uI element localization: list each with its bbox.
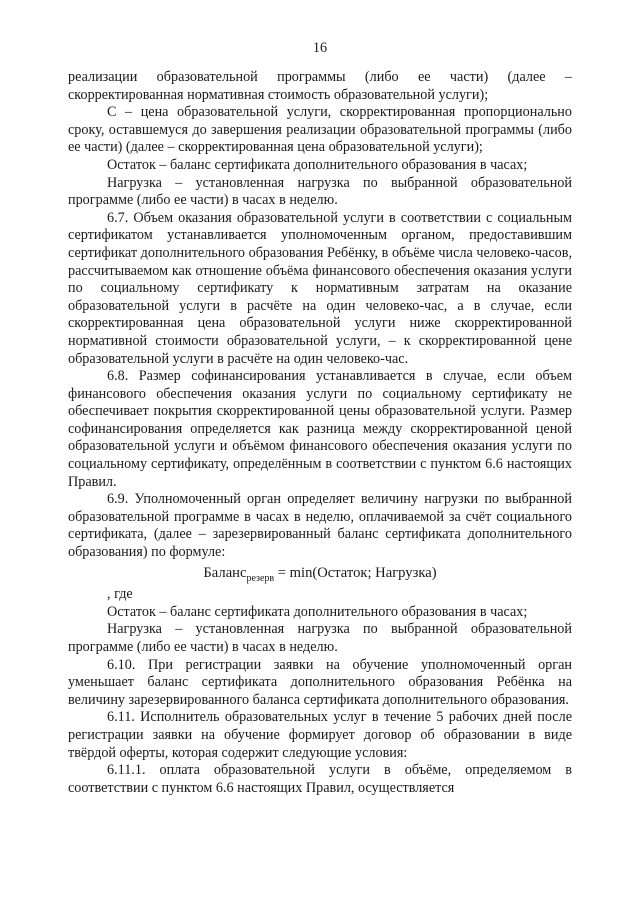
where-label: , где xyxy=(107,586,133,603)
paragraph-ostatok-definition: Остаток – баланс сертификата дополнительного образования в часах; xyxy=(107,156,528,173)
page-number: 16 xyxy=(312,40,328,56)
paragraph-6-10: 6.10. При регистрации заявки на обучение уполномоченный орган уменьшает баланс сертификата дополнительного образования Ребёнка на величину зарезервированного баланса сертификата дополнительного образования. xyxy=(68,656,572,708)
paragraph-6-8: 6.8. Размер софинансирования устанавливается в случае, если объем финансового обеспечения оказания услуги по социальному сертификату не обеспечивает покрытия скорректированной цены образовательной услуги. Размер софинансирования определяется как разница между скорректированной ценой образовательной услуги и объёмом финансового обеспечения оказания услуги по социальному сертификату, определённым в соответствии с пунктом 6.6 настоящих Правил. xyxy=(68,368,572,490)
formula-lhs: Баланс xyxy=(203,564,247,581)
document-body xyxy=(68,69,572,797)
paragraph-6-7: 6.7. Объем оказания образовательной услуги в соответствии с социальным сертификатом устанавливается уполномоченным органом, предоставившим сертификат дополнительного образования Ребёнку, в объёме числа человеко-часов, рассчитываемом как отношение объёма финансового обеспечения оказания услуги по социальному сертификату к нормативным затратам на оказание образовательной услуги в расчёте на один человеко-час, а в случае, если скорректированная цена образовательной услуги ниже скорректированной нормативной стоимости образовательной услуги, – к скорректированной цене образовательной услуги в расчёте на один человеко-час. xyxy=(68,209,572,367)
paragraph-c-definition: С – цена образовательной услуги, скорректированная пропорционально сроку, оставшемуся до завершения реализации образовательной программы (либо ее части) (далее – скорректированная цена образовательной услуги); xyxy=(68,104,572,156)
paragraph-continuation: реализации образовательной программы (либо ее части) (далее – скорректированная нормативная стоимость образовательной услуги); xyxy=(68,69,572,103)
paragraph-6-11: 6.11. Исполнитель образовательных услуг в течение 5 рабочих дней после регистрации заявки на обучение формирует договор об образовании в виде твёрдой оферты, которая содержит следующие условия: xyxy=(68,709,572,761)
paragraph-nagruzka-definition: Нагрузка – установленная нагрузка по выбранной образовательной программе (либо ее части) в часах в неделю. xyxy=(68,174,572,209)
formula-lhs-subscript: резерв xyxy=(246,572,275,584)
balance-formula xyxy=(68,565,572,583)
paragraph-6-11-1: 6.11.1. оплата образовательной услуги в объёме, определяемом в соответствии с пунктом 6.6 настоящих Правил, осуществляется xyxy=(68,762,572,796)
paragraph-6-9: 6.9. Уполномоченный орган определяет величину нагрузки по выбранной образовательной программе в часах в неделю, оплачиваемой за счёт социального сертификата, (далее – зарезервированный баланс сертификата дополнительного образования) по формуле: xyxy=(68,491,572,561)
paragraph-nagruzka-definition-2: Нагрузка – установленная нагрузка по выбранной образовательной программе (либо ее части) в часах в неделю. xyxy=(68,621,572,655)
paragraph-ostatok-definition-2: Остаток – баланс сертификата дополнительного образования в часах; xyxy=(107,603,528,620)
formula-rhs: = min(Остаток; Нагрузка) xyxy=(274,564,437,581)
